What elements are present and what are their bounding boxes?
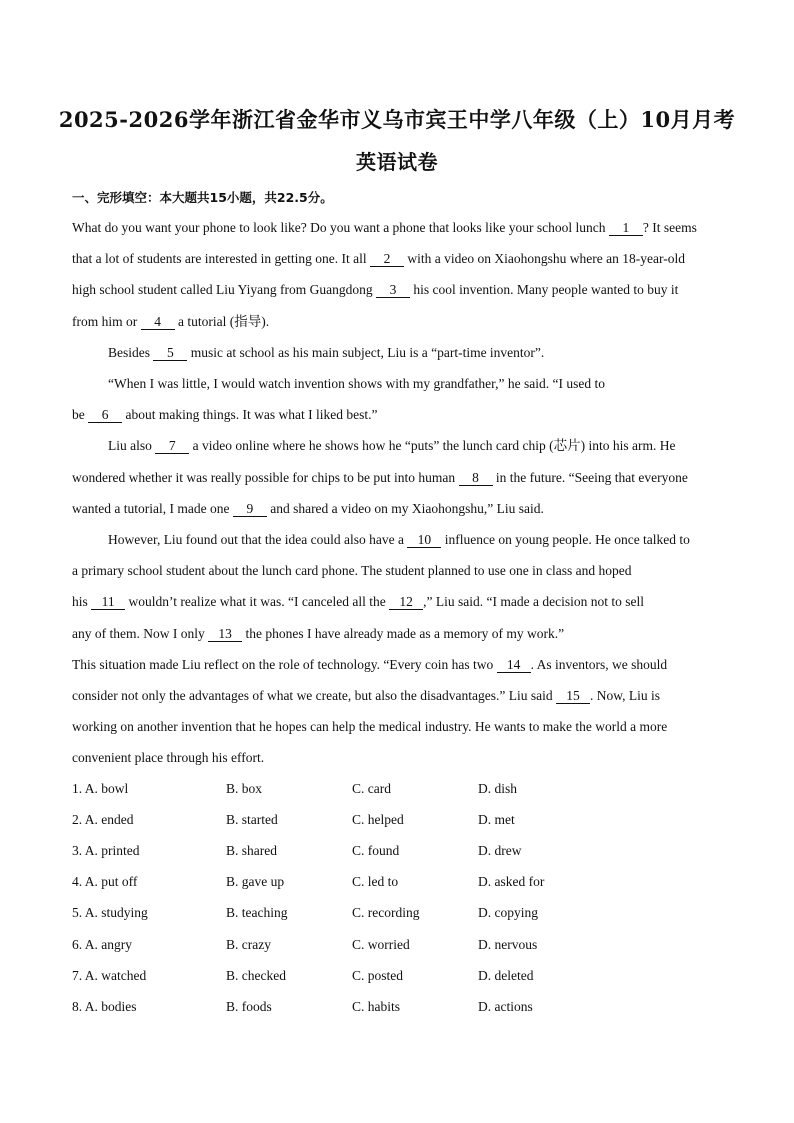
section-heading: 一、完形填空：本大题共15小题，共22.5分。 (72, 190, 333, 205)
passage-line: “When I was little, I would watch invention shows with my grandfather,” he said. “I used to (108, 376, 605, 391)
blank-5: 5 (153, 345, 187, 361)
blank-11: 11 (91, 594, 125, 610)
option-d: D. dish (478, 781, 518, 796)
option-b: B. gave up (226, 874, 285, 889)
passage-line: a primary school student about the lunch card phone. The student planned to use one in class and hoped (72, 563, 632, 578)
blank-12: 12 (389, 594, 423, 610)
option-c: C. worried (352, 937, 410, 952)
question-row (72, 874, 722, 892)
blank-2: 2 (370, 251, 404, 267)
blank-4: 4 (141, 314, 175, 330)
passage-line: This situation made Liu reflect on the role of technology. “Every coin has two 14 . As inventors, we should (72, 657, 668, 672)
blank-15: 15 (556, 688, 590, 704)
exam-subtitle: 英语试卷 (356, 150, 438, 174)
option-a: 1. A. bowl (72, 781, 129, 796)
option-d: D. copying (478, 905, 538, 920)
option-b: B. box (226, 781, 263, 796)
blank-10: 10 (407, 532, 441, 548)
question-row (72, 937, 722, 955)
question-row (72, 843, 722, 861)
question-row (72, 812, 722, 830)
option-b: B. shared (226, 843, 277, 858)
option-c: C. habits (352, 999, 401, 1014)
option-b: B. checked (226, 968, 286, 983)
option-d: D. nervous (478, 937, 538, 952)
blank-13: 13 (208, 626, 242, 642)
passage-line: wanted a tutorial, I made one 9 and shared a video on my Xiaohongshu,” Liu said. (72, 501, 544, 516)
option-a: 7. A. watched (72, 968, 147, 983)
option-c: C. helped (352, 812, 404, 827)
option-d: D. met (478, 812, 515, 827)
blank-3: 3 (376, 282, 410, 298)
option-c: C. card (352, 781, 391, 796)
passage-line: Besides 5 music at school as his main subject, Liu is a “part-time inventor”. (108, 345, 545, 360)
option-a: 5. A. studying (72, 905, 148, 920)
passage-line: any of them. Now I only 13 the phones I have already made as a memory of my work.” (72, 626, 565, 641)
option-d: D. actions (478, 999, 533, 1014)
question-row (72, 968, 722, 986)
passage-line: However, Liu found out that the idea could also have a 10 influence on young people. He once talked to (108, 532, 690, 547)
option-d: D. deleted (478, 968, 534, 983)
blank-1: 1 (609, 220, 643, 236)
passage-line: What do you want your phone to look like? Do you want a phone that looks like your school lunch 1 ? It seems (72, 220, 697, 235)
option-b: B. started (226, 812, 278, 827)
passage-line: that a lot of students are interested in getting one. It all 2 with a video on Xiaohongshu where an 18-year-old (72, 251, 685, 266)
passage-line: Liu also 7 a video online where he shows how he “puts” the lunch card chip (芯片) into his arm. He (108, 438, 676, 453)
option-b: B. teaching (226, 905, 288, 920)
blank-9: 9 (233, 501, 267, 517)
option-a: 8. A. bodies (72, 999, 137, 1014)
question-row (72, 999, 722, 1017)
blank-14: 14 (497, 657, 531, 673)
option-b: B. foods (226, 999, 272, 1014)
blank-8: 8 (459, 470, 493, 486)
blank-6: 6 (88, 407, 122, 423)
passage-line: working on another invention that he hopes can help the medical industry. He wants to make the world a more (72, 719, 668, 734)
option-c: C. recording (352, 905, 420, 920)
option-a: 2. A. ended (72, 812, 134, 827)
passage-line: be 6 about making things. It was what I liked best.” (72, 407, 378, 422)
option-c: C. led to (352, 874, 399, 889)
blank-7: 7 (155, 438, 189, 454)
question-row (72, 905, 722, 923)
option-a: 3. A. printed (72, 843, 140, 858)
exam-title: 2025-2026学年浙江省金华市义乌市宾王中学八年级（上）10月月考 (58, 107, 736, 132)
option-d: D. asked for (478, 874, 545, 889)
option-c: C. found (352, 843, 400, 858)
passage-line: consider not only the advantages of what we create, but also the disadvantages.” Liu said 15 . Now, Liu is (72, 688, 660, 703)
option-d: D. drew (478, 843, 522, 858)
option-b: B. crazy (226, 937, 271, 952)
option-a: 4. A. put off (72, 874, 138, 889)
question-row (72, 781, 722, 799)
option-c: C. posted (352, 968, 404, 983)
passage-line: his 11 wouldn’t realize what it was. “I canceled all the 12 ,” Liu said. “I made a decision not to sell (72, 594, 644, 609)
option-a: 6. A. angry (72, 937, 133, 952)
passage-line: wondered whether it was really possible for chips to be put into human 8 in the future. “Seeing that everyone (72, 470, 688, 485)
passage-line: convenient place through his effort. (72, 750, 265, 765)
passage-line: from him or 4 a tutorial (指导). (72, 314, 270, 329)
passage-line: high school student called Liu Yiyang from Guangdong 3 his cool invention. Many people wanted to buy it (72, 282, 679, 297)
